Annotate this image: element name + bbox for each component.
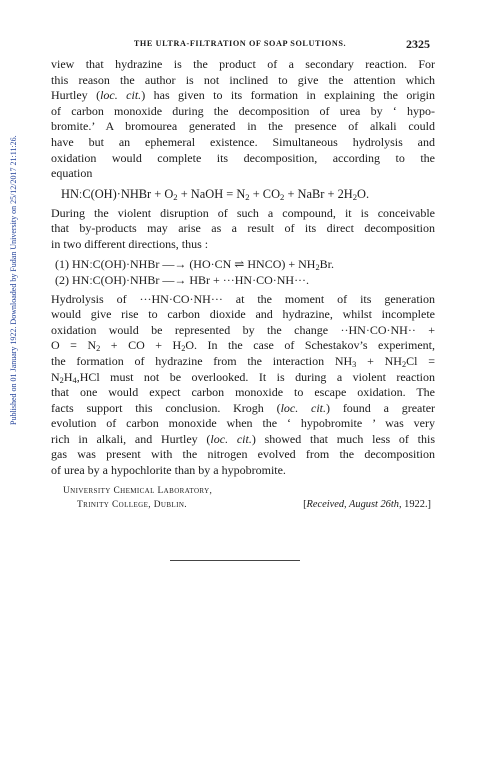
text-line: During the violent disruption of such a compound, it is conceivable	[51, 205, 435, 220]
text-line: Hurtley (loc. cit.) has given to its formation in explaining the origin	[51, 88, 436, 103]
text-line: oxidation would complete its decomposition, according to the	[51, 150, 435, 165]
paragraph-3	[51, 292, 435, 479]
article-footer	[51, 486, 435, 518]
citation-loc-cit: loc. cit.	[100, 88, 142, 103]
text-line: Hydrolysis of ···HN·CO·NH··· at the moment of its generation	[51, 291, 435, 306]
citation-loc-cit: loc. cit.	[210, 431, 252, 446]
text-line: rich in alkali, and Hurtley (loc. cit.) showed that much less of this	[51, 431, 436, 446]
received-date: [Received, August 26th, 1922.]	[303, 498, 431, 510]
running-title: THE ULTRA-FILTRATION OF SOAP SOLUTIONS.	[133, 39, 347, 48]
page-number: 2325	[406, 37, 430, 51]
end-rule	[170, 560, 300, 561]
text-line: facts support this conclusion. Krogh (loc. cit.) found a greater	[51, 400, 436, 415]
page-header	[50, 37, 430, 51]
text-line: that by-products may arise as a result of its direct decomposition	[51, 221, 435, 236]
text-line: $N_2H_4,HCl$ must not be overlooked. It is during a violent reaction	[51, 369, 435, 385]
reaction-2: (2) HNːC(OH)·NHBr —→ HBr + ···HN·CO·NH···.	[55, 272, 310, 287]
text-line: have but an ephemeral existence. Simultaneous hydrolysis and	[51, 134, 435, 149]
text-line: would give rise to carbon dioxide and hydrazine, whilst incomplete	[51, 307, 435, 322]
text-line: $O = N_2$ + CO + $H_2O$. In the case of Schestakov’s experiment,	[51, 338, 435, 354]
text-line: evolution of carbon monoxide when the ‘ hypobromite ’ was very	[51, 416, 435, 431]
paragraph-2	[51, 206, 435, 253]
reaction-1: (1) HNːC(OH)·NHBr —→ (HO·CN ⇌ HNCO) + $NH_2Br$.	[55, 256, 334, 272]
text-line: this reason the author is not inclined to give the attention which	[51, 72, 435, 87]
laboratory-name: University Chemical Laboratory,	[63, 485, 213, 496]
text-line: that one would expect carbon monoxide to escape oxidation. The	[51, 385, 435, 400]
text-line: the formation of hydrazine from the interaction $NH_3 + NH_2Cl$ =	[51, 353, 435, 369]
text-line: of carbon monoxide during the decomposition of urea by ‘ hypo-	[51, 103, 435, 118]
text-line: gas was present with the nitrogen evolved from the decomposition	[51, 447, 435, 462]
download-stamp: Published on 01 January 1922. Downloaded by Fudan University on 25/12/2017 21:11:26.	[9, 135, 18, 425]
article-body	[51, 57, 435, 518]
equation-hydrolysis-oxidation: HNːC(OH)·NHBr + $O_2$ + NaOH = $N_2 + CO_2$ + NaBr + $2H_2O$.	[61, 186, 370, 202]
paragraph-1	[51, 57, 435, 182]
text-line: in two different directions, thus :	[51, 236, 209, 251]
text-line: equation	[51, 166, 93, 181]
text-line: view that hydrazine is the product of a secondary reaction. For	[51, 57, 435, 71]
text-line: bromite.’ A bromourea generated in the presence of alkali could	[51, 119, 435, 134]
reaction-list	[51, 256, 435, 288]
text-line: of urea by a hypochlorite than by a hypobromite.	[51, 463, 286, 478]
text-line: oxidation would be represented by the change ··HN·CO·NH·· +	[51, 322, 435, 337]
citation-loc-cit: loc. cit.	[280, 400, 327, 415]
college-name: Trinity College, Dublin.	[77, 499, 188, 510]
